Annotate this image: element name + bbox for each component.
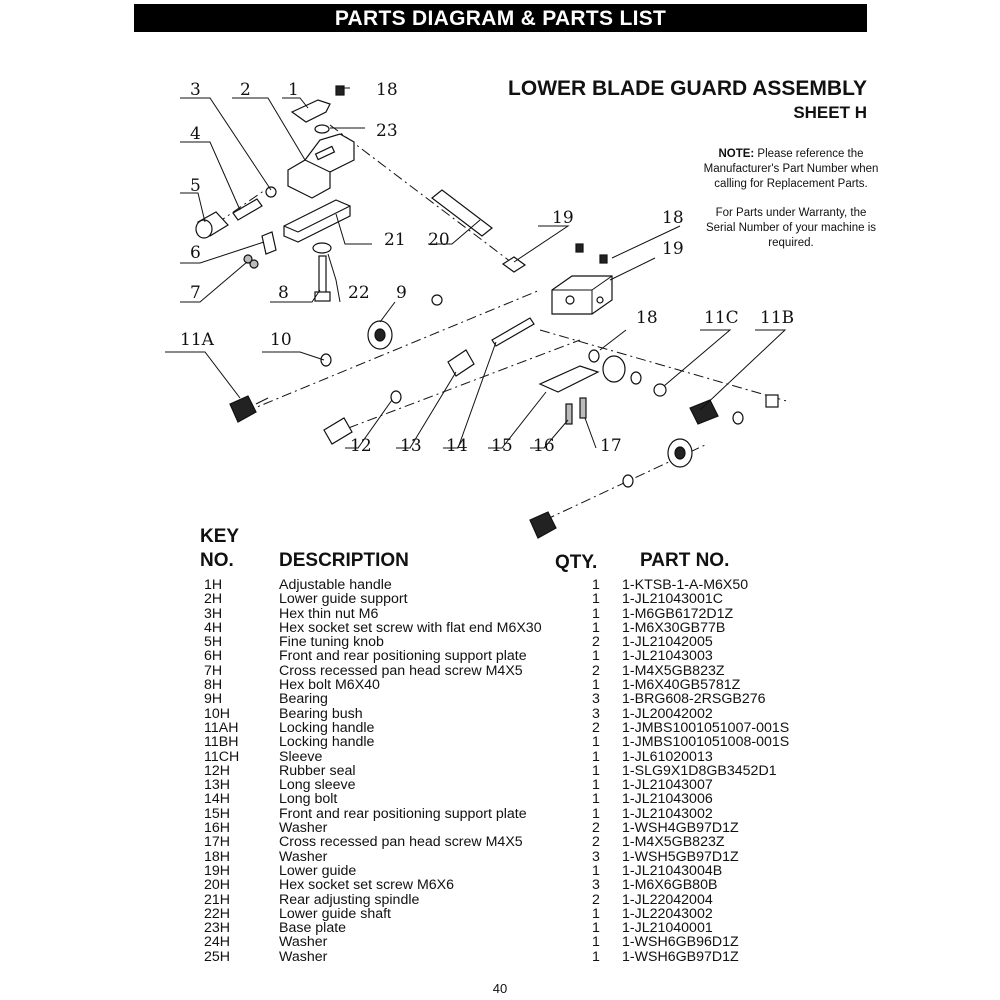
part-qty: 2 [592,891,600,908]
part-key: 1H [204,577,223,593]
part-number: 1-JL21043007 [622,777,713,794]
part-key: 4H [204,619,223,636]
washer-shape [631,372,641,384]
part-description: Locking handle [279,719,375,736]
part-key: 8H [204,677,223,694]
part-qty: 1 [592,762,600,779]
leader-lines [165,88,785,448]
callout-15: 15 [491,436,513,456]
part-key: 17H [204,834,231,851]
part-qty: 1 [592,920,600,937]
part-description: Bearing bush [279,705,363,722]
part-description: Front and rear positioning support plate [279,805,527,822]
part-number: 1-WSH6GB96D1Z [622,934,739,951]
part-description: Long bolt [279,791,338,808]
table-row [198,635,818,649]
table-row [198,621,818,635]
part-number: 1-WSH6GB97D1Z [622,948,739,965]
part-number: 1-M4X5GB823Z [622,834,725,851]
part-number: 1-JL22042004 [622,891,713,908]
spindle-shape [766,395,778,407]
part-description: Long sleeve [279,777,356,794]
callout-17: 17 [600,436,622,456]
note-text: Please reference the Manufacturer's Part Number when calling for Replacement Parts. [703,148,879,190]
part-description: Hex socket set screw with flat end M6X30 [279,619,542,636]
table-row [198,821,818,835]
rubber-seal-shape [391,391,401,403]
bushing-shape [432,295,442,305]
part-number: 1-SLG9X1D8GB3452D1 [622,762,777,779]
part-number: 1-JMBS1001051008-001S [622,734,790,751]
part-description: Locking handle [279,734,375,751]
pan-screw-shape [580,398,586,418]
table-row [198,878,818,892]
part-number: 1-WSH5GB97D1Z [622,848,739,865]
callout-22: 20 [428,230,450,250]
part-description: Washer [279,948,328,965]
table-row [198,807,818,821]
part-number: 1-JL21043003 [622,648,713,665]
set-screw-shape [576,244,583,252]
part-qty: 1 [592,677,600,694]
part-qty: 2 [592,634,600,651]
assembly-title: LOWER BLADE GUARD ASSEMBLY [508,77,867,100]
table-row [198,864,818,878]
part-key: 15H [204,805,231,822]
part-key: 6H [204,648,223,665]
callout-21: 19 [552,208,574,228]
callout-14: 14 [446,436,468,456]
part-qty: 1 [592,791,600,808]
table-row [198,607,818,621]
part-number: 1-JL61020013 [622,748,713,765]
washer-shape [313,243,331,253]
callout-1: 1 [288,80,299,100]
callout-9: 9 [396,283,407,303]
part-number: 1-M6X6GB80B [622,877,718,894]
part-description: Sleeve [279,748,323,765]
part-description: Rubber seal [279,762,356,779]
callout-13: 13 [400,436,422,456]
long-bolt-shape [492,318,534,346]
callout-18: 18 [636,308,658,328]
callout-25: 23 [376,121,398,141]
table-row [198,935,818,949]
table-row [198,921,818,935]
table-row [198,778,818,792]
table-row [198,835,818,849]
table-row [198,850,818,864]
callout-23: 21 [384,230,406,250]
note-label: NOTE: [718,148,755,160]
guide-support-shape [288,134,354,198]
table-row [198,750,818,764]
part-description: Washer [279,820,328,837]
part-qty: 1 [592,777,600,794]
part-number: 1-M6GB6172D1Z [622,605,734,622]
table-row [198,907,818,921]
part-number: 1-JL21043001C [622,591,723,608]
part-key: 23H [204,920,231,937]
part-number: 1-JL21043002 [622,805,713,822]
part-number: 1-BRG608-2RSGB276 [622,691,766,708]
callout-7: 7 [190,283,201,303]
table-row [198,764,818,778]
part-key: 10H [204,705,231,722]
locking-handle-shape [690,400,718,424]
part-number: 1-JL21040001 [622,920,713,937]
washer-shape [623,475,633,487]
part-qty: 1 [592,605,600,622]
warranty-text: For Parts under Warranty, the Serial Number of your machine is required. [705,207,876,249]
part-description: Fine tuning knob [279,634,384,651]
part-qty: 3 [592,705,600,722]
part-qty: 1 [592,619,600,636]
part-number: 1-JMBS1001051007-001S [622,719,790,736]
part-number: 1-M6X40GB5781Z [622,677,741,694]
callout-11A: 11A [180,330,214,350]
part-number: 1-WSH4GB97D1Z [622,820,739,837]
column-header-key-no: NO. [200,550,234,571]
table-row [198,950,818,964]
part-key: 9H [204,691,223,708]
callout-12: 12 [350,436,372,456]
callout-11B: 11B [760,308,795,328]
table-row [198,578,818,592]
part-key: 11BH [204,734,239,751]
locking-handle-shape [530,512,556,538]
part-qty: 1 [592,748,600,765]
callout-20: 18 [376,80,398,100]
part-description: Washer [279,848,328,865]
callout-16: 16 [533,436,555,456]
column-header-part-no: PART NO. [640,550,730,571]
callout-8: 8 [278,283,289,303]
part-description: Cross recessed pan head screw M4X5 [279,662,523,679]
part-key: 11AH [204,719,239,736]
part-qty: 1 [592,648,600,665]
set-screw-shape [600,255,607,263]
part-qty: 1 [592,934,600,951]
part-key: 19H [204,862,231,879]
part-key: 5H [204,634,223,651]
part-description: Hex socket set screw M6X6 [279,877,455,894]
column-header-qty: QTY. [555,552,598,573]
part-description: Lower guide support [279,591,408,608]
part-description: Front and rear positioning support plate [279,648,527,665]
part-qty: 3 [592,848,600,865]
callout-5: 5 [190,176,201,196]
part-key: 11CH [204,748,240,765]
part-key: 2H [204,591,223,608]
part-qty: 1 [592,734,600,751]
part-number: 1-JL20042002 [622,705,713,722]
axis-line [330,340,580,435]
support-plate-shape [262,232,276,254]
set-screw-shape [336,86,344,95]
part-key: 13H [204,777,231,794]
part-key: 7H [204,662,223,679]
callout-24: 22 [348,283,370,303]
part-number: 1-JL21043004B [622,862,723,879]
column-header-key: KEY [200,526,240,547]
support-plate-shape [540,366,598,392]
table-row [198,649,818,663]
part-key: 20H [204,877,231,894]
exploded-parts-diagram [0,60,880,550]
part-description: Cross recessed pan head screw M4X5 [279,834,523,851]
locking-handle-shape [230,396,256,422]
bearing-shape [603,356,625,382]
part-key: 21H [204,891,231,908]
part-qty: 1 [592,805,600,822]
part-number: 1-JL21043006 [622,791,713,808]
long-sleeve-shape [448,350,474,376]
callout-11C: 11C [704,308,739,328]
hex-bolt-shape [319,256,326,296]
part-key: 14H [204,791,231,808]
washer-shape [589,350,599,362]
callout-3: 3 [190,80,201,100]
callout-19: 19 [662,239,684,259]
page-header: PARTS DIAGRAM & PARTS LIST [134,4,867,32]
parts-list-table [198,578,818,964]
spindle-shape [503,257,525,272]
part-qty: 2 [592,820,600,837]
base-plate-shape [284,200,350,242]
part-qty: 2 [592,834,600,851]
callout-2: 2 [240,80,251,100]
table-row [198,721,818,735]
washer-shape [733,412,743,424]
washer-shape [315,125,329,133]
part-description: Rear adjusting spindle [279,891,420,908]
column-header-description: DESCRIPTION [279,550,409,571]
part-description: Hex thin nut M6 [279,605,379,622]
part-qty: 2 [592,662,600,679]
part-description: Lower guide shaft [279,905,391,922]
part-number: 1-JL22043002 [622,905,713,922]
part-key: 24H [204,934,231,951]
part-qty: 1 [592,862,600,879]
part-key: 16H [204,820,231,837]
part-key: 25H [204,948,231,965]
callout-4: 4 [190,124,201,144]
part-key: 22H [204,905,231,922]
table-row [198,692,818,706]
part-qty: 1 [592,577,600,593]
sheet-label: SHEET H [793,103,867,122]
part-description: Washer [279,934,328,951]
table-row [198,592,818,606]
part-number: 1-M6X30GB77B [622,619,726,636]
table-row [198,664,818,678]
callout-6: 6 [190,243,201,263]
part-description: Base plate [279,920,347,937]
table-row [198,678,818,692]
part-number: 1-KTSB-1-A-M6X50 [622,577,749,593]
part-key: 12H [204,762,231,779]
part-key: 3H [204,605,223,622]
part-description: Hex bolt M6X40 [279,677,380,694]
part-qty: 1 [592,948,600,965]
part-number: 1-M4X5GB823Z [622,662,725,679]
callout-20b: 18 [662,208,684,228]
part-qty: 3 [592,691,600,708]
part-number: 1-JL21042005 [622,634,713,651]
table-row [198,735,818,749]
part-description: Lower guide [279,862,357,879]
table-row [198,893,818,907]
part-qty: 1 [592,905,600,922]
adjustable-handle-shape [292,100,330,122]
callout-10: 10 [270,330,292,350]
part-description: Adjustable handle [279,577,392,593]
page-number: 40 [492,981,508,996]
table-row [198,707,818,721]
fine-tuning-knob-shape [324,418,352,444]
hex-nut-shape [266,187,276,197]
part-qty: 1 [592,591,600,608]
table-row [198,792,818,806]
part-key: 18H [204,848,231,865]
part-qty: 2 [592,719,600,736]
part-qty: 3 [592,877,600,894]
part-description: Bearing [279,691,328,708]
